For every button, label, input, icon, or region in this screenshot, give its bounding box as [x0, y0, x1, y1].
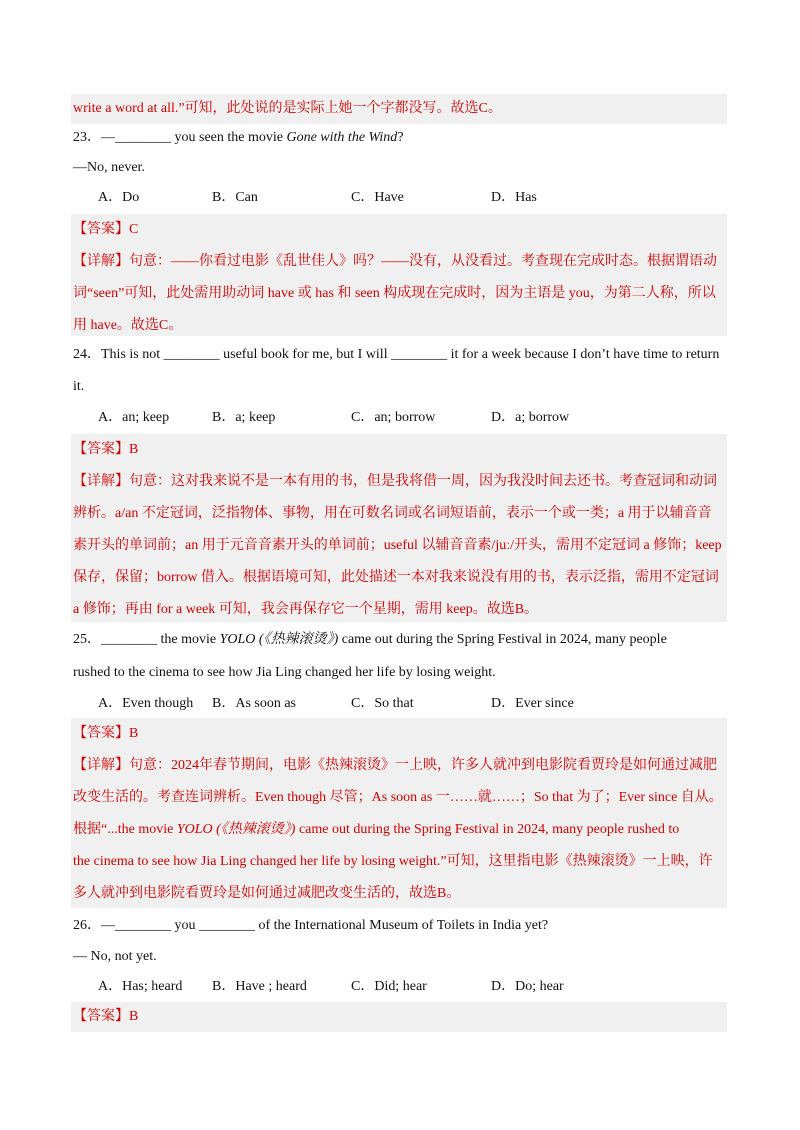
- answer-text: write a word at all.”可知，此处说的是实际上她一个字都没写。故选C。: [73, 101, 502, 116]
- option-25-d: D．Ever since: [491, 696, 574, 711]
- movie-title: Gone with the Wind: [286, 130, 398, 145]
- explanation-line: the cinema to see how Jia Ling changed her life by losing weight.”可知，这里指电影《热辣滚烫》一上映，许: [73, 854, 713, 869]
- question-23: 23．—________ you seen the movie Gone with the Wind?: [73, 130, 404, 145]
- explanation-line: 保存，保留；borrow 借入。根据语境可知，此处描述一本对我来说没有用的书，表示泛指，需用不定冠词: [73, 570, 719, 585]
- explanation-line: 词“seen”可知，此处需用助动词 have 或 has 和 seen 构成现在完成时，因为主语是 you，为第二人称，所以: [73, 286, 716, 301]
- explanation-line: 【详解】句意：——你看过电影《乱世佳人》吗？——没有，从没看过。考查现在完成时态。根据谓语动: [73, 254, 717, 269]
- option-23-b: B．Can: [212, 190, 258, 205]
- explanation-line: 素开头的单词前；an 用于元音音素开头的单词前；useful 以辅音音素/juː/开头，需用不定冠词 a 修饰；keep: [73, 538, 722, 553]
- answer-block-24: [71, 434, 727, 622]
- answer-label: 【答案】C: [73, 222, 139, 237]
- movie-title: YOLO (《热辣滚烫》): [219, 632, 339, 647]
- question-24-cont: it.: [73, 379, 85, 394]
- explanation-line: 【详解】句意：这对我来说不是一本有用的书，但是我将借一周，因为我没时间去还书。考查冠词和动词: [73, 474, 717, 489]
- explanation-line: 多人就冲到电影院看贾玲是如何通过减肥改变生活的，故选B。: [73, 886, 461, 901]
- answer-label: 【答案】B: [73, 726, 139, 741]
- question-26: 26．—________ you ________ of the International Museum of Toilets in India yet?: [73, 918, 549, 933]
- answer-block-26: [71, 1002, 727, 1032]
- answer-label: 【答案】B: [73, 1009, 139, 1024]
- option-23-d: D．Has: [491, 190, 537, 205]
- explanation-line: a 修饰；再由 for a week 可知，我会再保存它一个星期，需用 keep。故选B。: [73, 602, 539, 617]
- option-23-c: C．Have: [351, 190, 404, 205]
- explanation-line: 辨析。a/an 不定冠词，泛指物体、事物，用在可数名词或名词短语前，表示一个或一类；a 用于以辅音音: [73, 506, 712, 521]
- option-26-b: B．Have ; heard: [212, 979, 307, 994]
- question-25-cont: rushed to the cinema to see how Jia Ling changed her life by losing weight.: [73, 665, 496, 680]
- explanation-line: 用 have。故选C。: [73, 318, 183, 333]
- explanation-line: 【详解】句意：2024年春节期间，电影《热辣滚烫》一上映，许多人就冲到电影院看贾玲是如何通过减肥: [73, 758, 717, 773]
- answer-block-25: [71, 718, 727, 908]
- option-24-d: D．a; borrow: [491, 410, 570, 425]
- reply-26: — No, not yet.: [73, 949, 157, 964]
- explanation-line: 改变生活的。考查连词辨析。Even though 尽管；As soon as 一……就……；So that 为了；Ever since 自从。: [73, 790, 723, 805]
- reply-23: —No, never.: [73, 160, 145, 175]
- option-26-a: A．Has; heard: [98, 979, 183, 994]
- movie-title: YOLO (《热辣滚烫》): [176, 822, 296, 837]
- option-25-b: B．As soon as: [212, 696, 297, 711]
- option-23-a: A．Do: [98, 190, 140, 205]
- answer-block-22-tail: [71, 94, 727, 124]
- question-25: 25．________ the movie YOLO (《热辣滚烫》) came out during the Spring Festival in 2024, many people: [73, 632, 667, 647]
- explanation-line: 根据“...the movie YOLO (《热辣滚烫》) came out during the Spring Festival in 2024, many people rushed to: [73, 822, 680, 837]
- option-25-a: A．Even though: [98, 696, 194, 711]
- option-24-b: B．a; keep: [212, 410, 276, 425]
- answer-label: 【答案】B: [73, 442, 139, 457]
- answer-block-23: [71, 214, 727, 336]
- option-24-c: C．an; borrow: [351, 410, 436, 425]
- option-24-a: A．an; keep: [98, 410, 170, 425]
- question-24: 24．This is not ________ useful book for me, but I will ________ it for a week because I don’t have time to return: [73, 347, 720, 362]
- option-26-c: C．Did; hear: [351, 979, 427, 994]
- option-26-d: D．Do; hear: [491, 979, 564, 994]
- option-25-c: C．So that: [351, 696, 414, 711]
